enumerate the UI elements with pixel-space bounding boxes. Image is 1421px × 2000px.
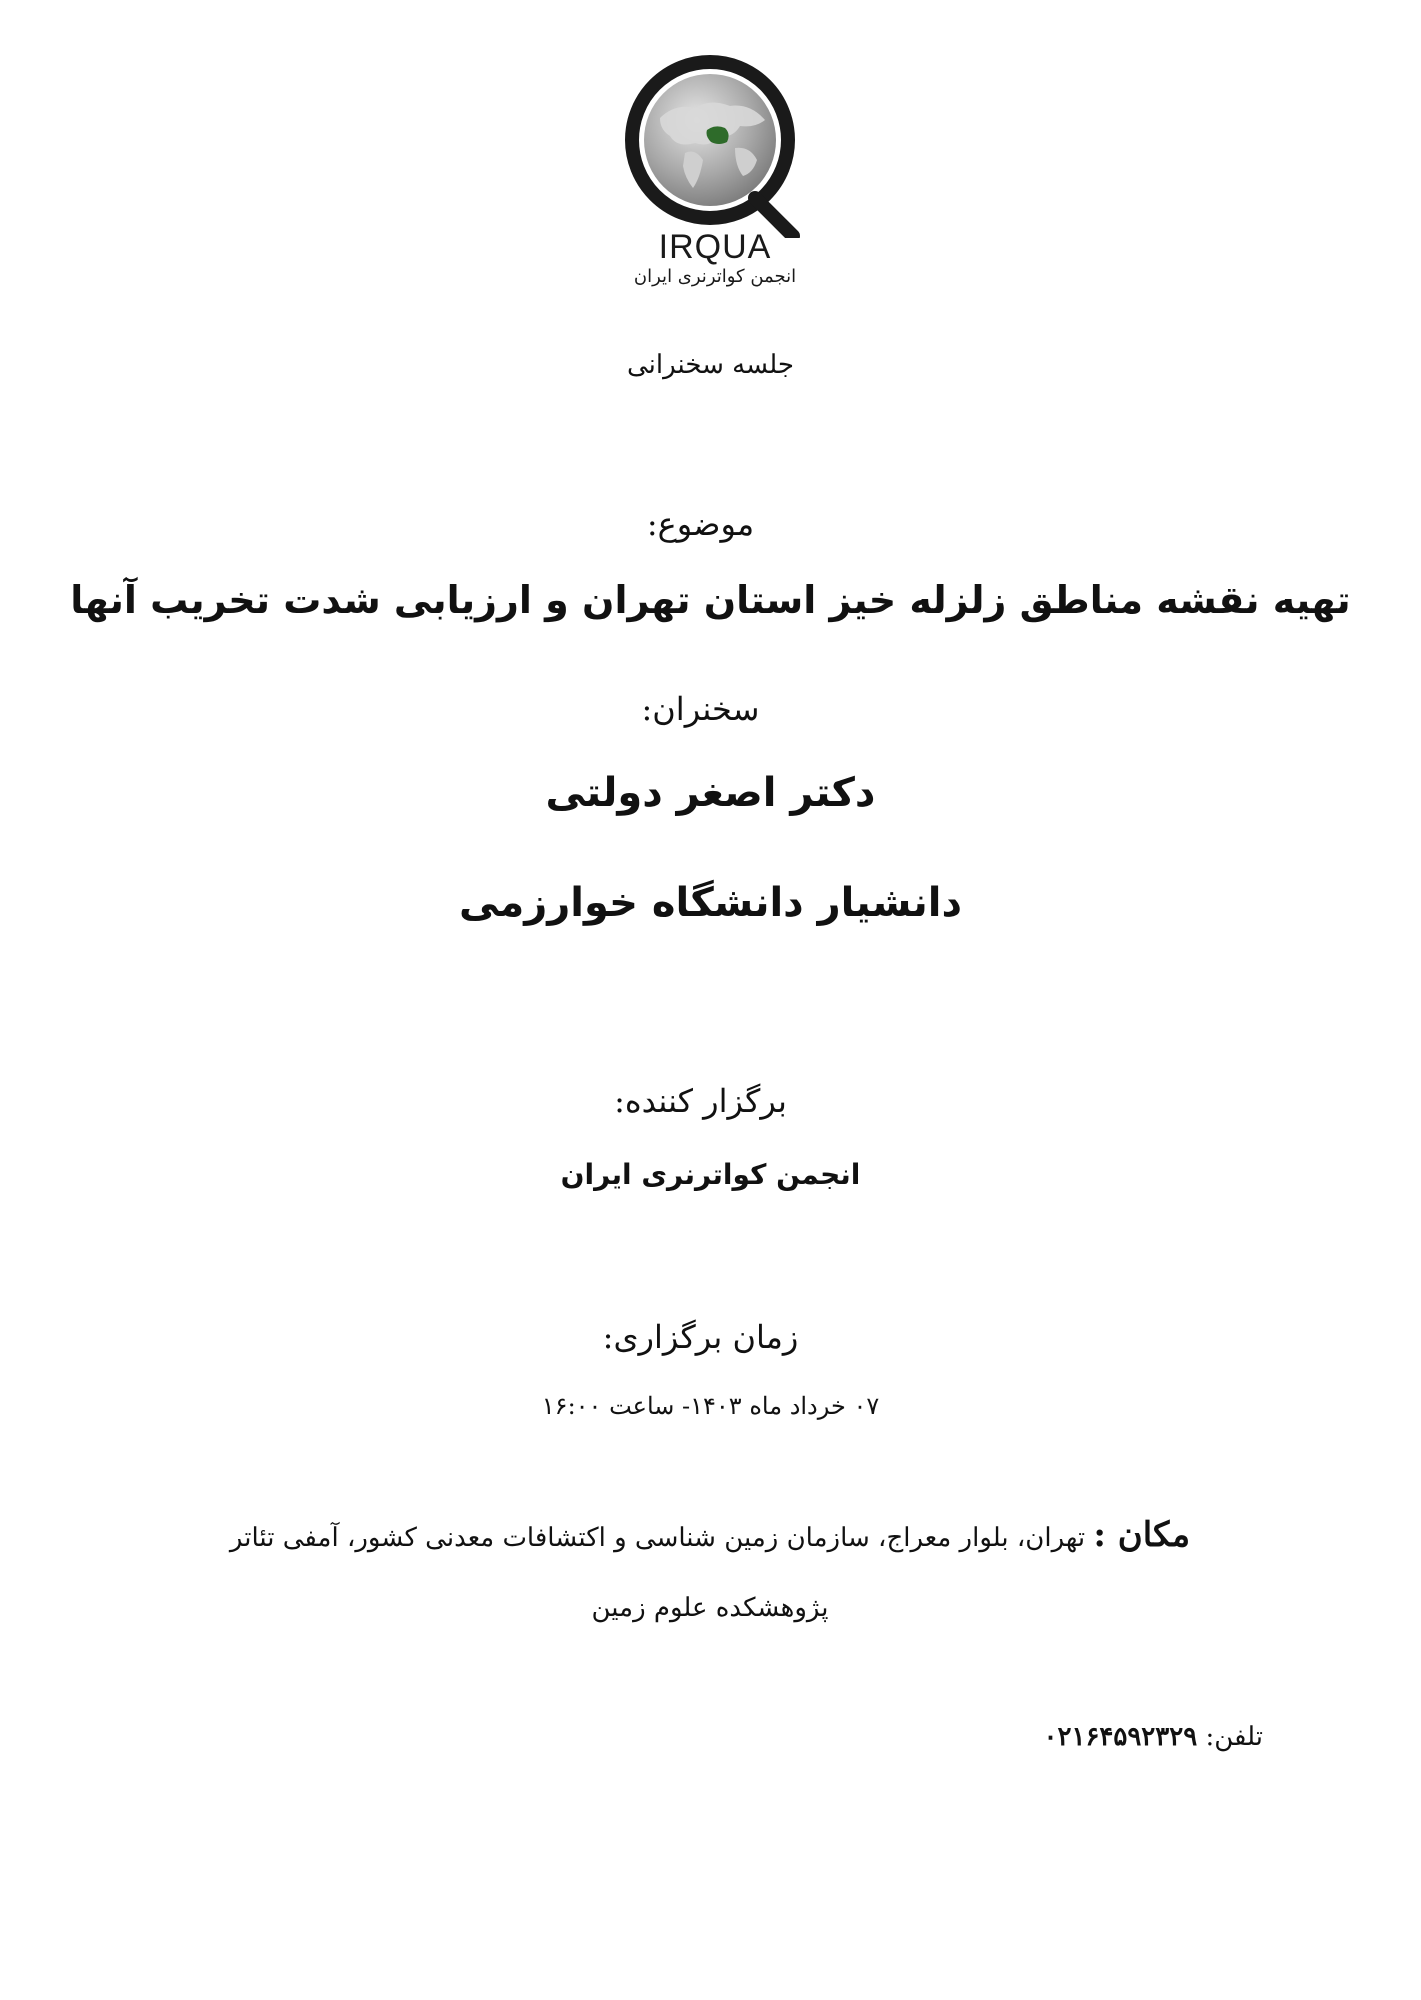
speaker-affiliation: دانشیار دانشگاه خوارزمی	[459, 880, 962, 926]
organizer-name: انجمن کواترنری ایران	[560, 1158, 861, 1191]
time-value: ۰۷ خرداد ماه ۱۴۰۳- ساعت ۱۶:۰۰	[541, 1392, 880, 1420]
venue-label: مکان :	[1093, 1515, 1191, 1555]
subject-label: موضوع:	[646, 505, 755, 543]
organizer-label: برگزار کننده:	[614, 1082, 787, 1120]
phone-label: تلفن:	[1205, 1722, 1263, 1752]
venue	[180, 1500, 1240, 1643]
irqua-logo	[615, 48, 815, 298]
logo-name-fa: انجمن کواترنری ایران	[633, 266, 797, 287]
subject-title: تهیه نقشه مناطق زلزله خیز استان تهران و ارزیابی شدت تخریب آنها	[70, 578, 1351, 622]
globe-q-logo-icon	[615, 48, 815, 238]
speaker-name: دکتر اصغر دولتی	[545, 770, 876, 816]
logo-name-en: IRQUA	[658, 228, 772, 266]
session-type: جلسه سخنرانی	[627, 350, 794, 380]
venue-text: تهران، بلوار معراج، سازمان زمین شناسی و اکتشافات معدنی کشور، آمفی تئاتر پژوهشکده علوم زمین	[229, 1523, 1086, 1623]
time-label: زمان برگزاری:	[602, 1318, 799, 1356]
speakers-label: سخنران:	[641, 690, 760, 728]
phone	[1044, 1722, 1263, 1752]
phone-number: ۰۲۱۶۴۵۹۲۳۲۹	[1043, 1722, 1198, 1752]
